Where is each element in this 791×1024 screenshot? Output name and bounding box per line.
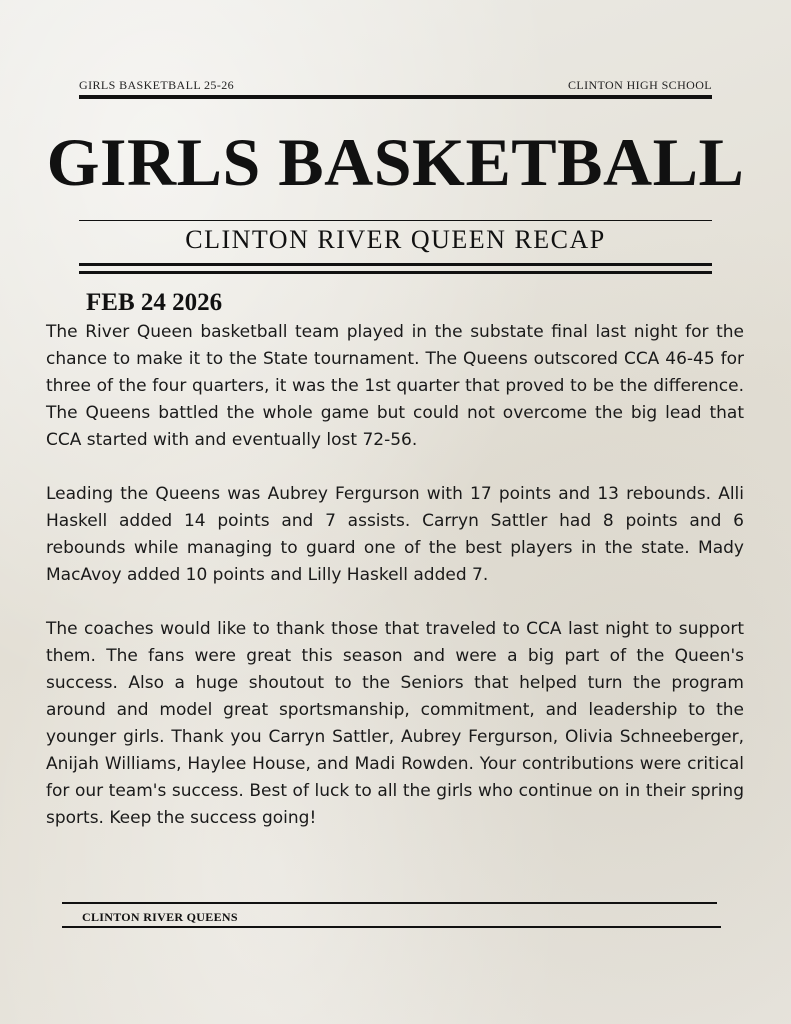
subtitle-bottom-rule-1 <box>79 263 712 266</box>
article-paragraph-1: The River Queen basketball team played in the substate final last night for the chance to make it to the State tournament. The Queens outscored CCA 46-45 for three of the four quarters, it was the 1st quarter that proved to be the difference. The Queens battled the whole game but could not overcome the big lead that CCA started with and eventually lost 72-56. <box>46 322 744 450</box>
season-label: GIRLS BASKETBALL 25-26 <box>79 78 235 92</box>
subtitle-top-rule <box>79 220 712 221</box>
school-label: CLINTON HIGH SCHOOL <box>567 78 712 92</box>
article-body <box>46 319 744 832</box>
article-paragraph-3: The coaches would like to thank those that traveled to CCA last night to support them. The fans were great this season and were a big part of the Queen's success. Also a huge shoutout to the Seniors that helped turn the program around and model great sportsmanship, commitment, and leadership to the younger girls. Thank you Carryn Sattler, Aubrey Fergurson, Olivia Schneeberger, Anijah Williams, Haylee House, and Madi Rowden. Your contributions were critical for our team's success. Best of luck to all the girls who continue on in their spring sports. Keep the success going! <box>46 619 744 828</box>
masthead-top-rule <box>79 95 712 99</box>
page-title: GIRLS BASKETBALL <box>46 124 745 200</box>
footer-bottom-rule <box>62 926 721 928</box>
page-subtitle: CLINTON RIVER QUEEN RECAP <box>185 225 606 254</box>
footer-top-rule <box>62 902 717 904</box>
subtitle-bottom-rule-2 <box>79 271 712 274</box>
masthead-top-bar <box>79 78 712 92</box>
article-date: FEB 24 2026 <box>86 289 223 316</box>
footer-label: CLINTON RIVER QUEENS <box>82 910 238 924</box>
article-paragraph-2: Leading the Queens was Aubrey Fergurson with 17 points and 13 rebounds. Alli Haskell added 14 points and 7 assists. Carryn Sattler had 8 points and 6 rebounds while managing to guard one of the best players in the state. Mady MacAvoy added 10 points and Lilly Haskell added 7. <box>46 484 744 585</box>
